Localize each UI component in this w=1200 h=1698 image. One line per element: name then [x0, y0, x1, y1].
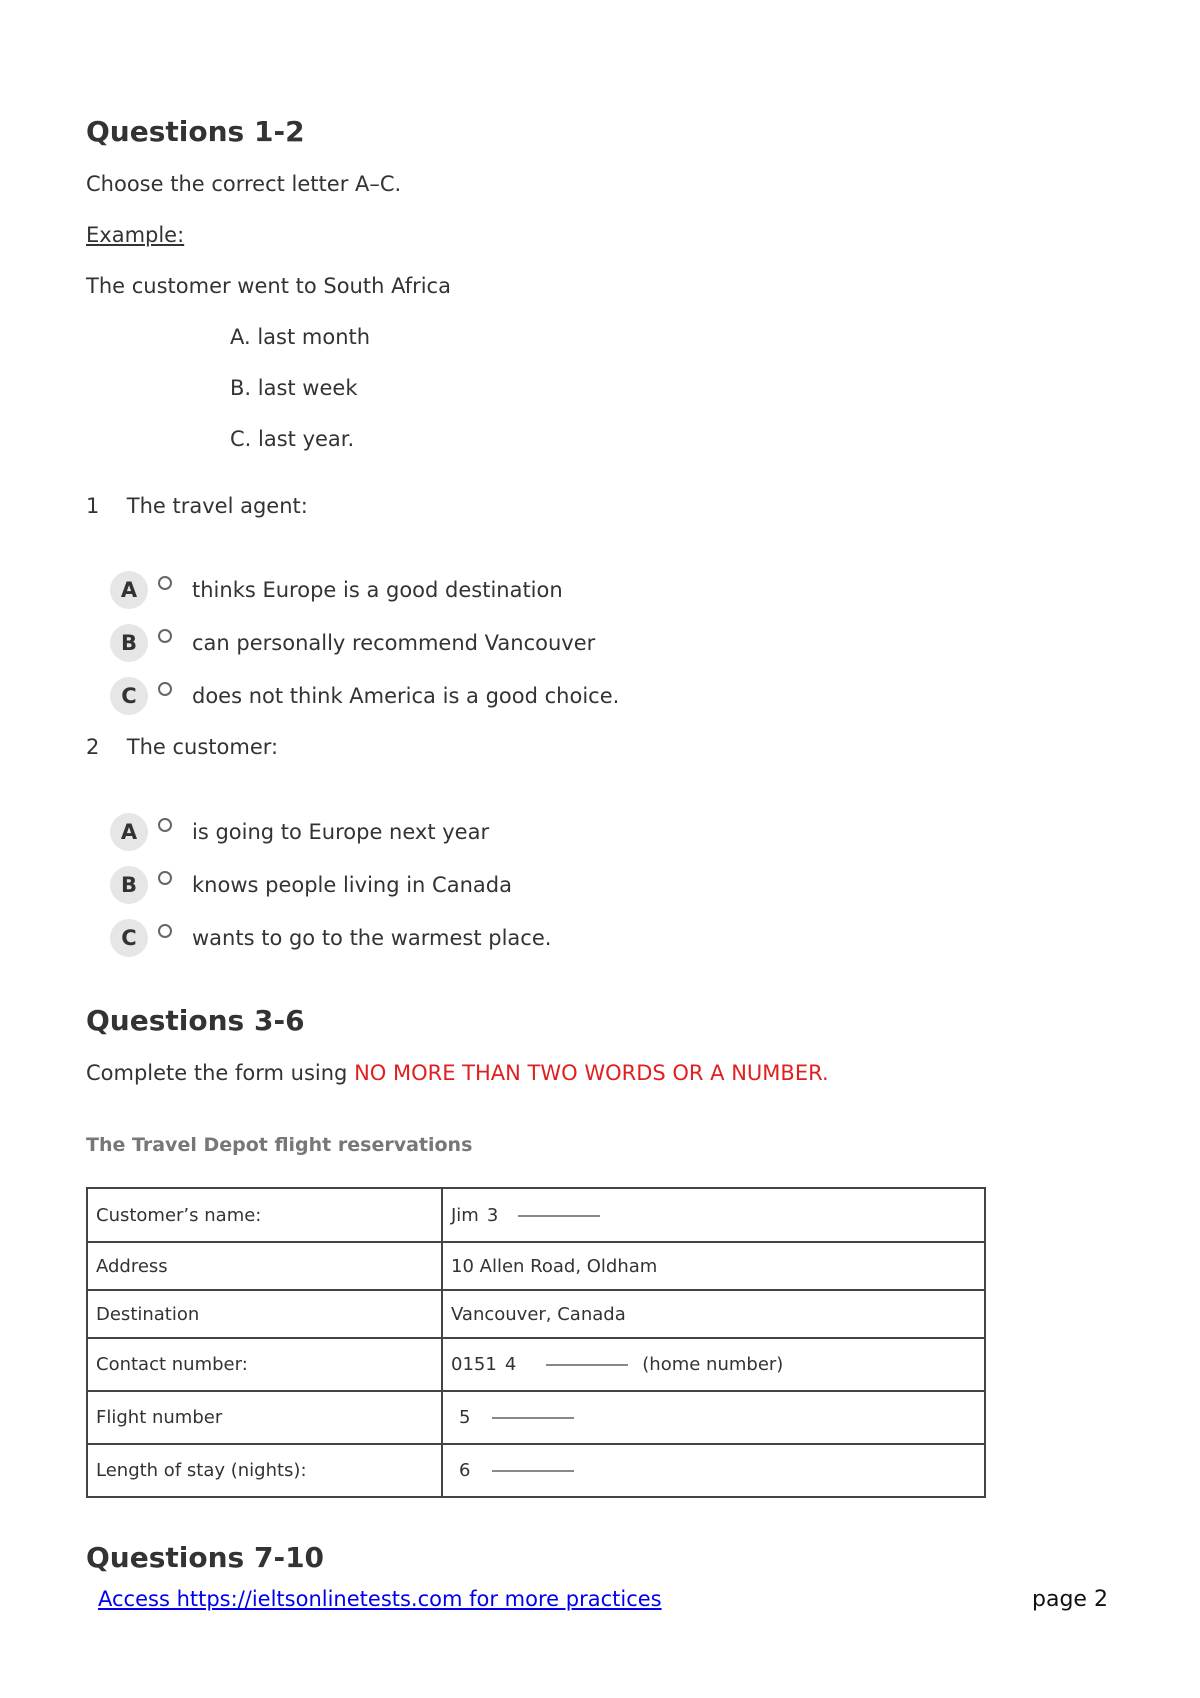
table-row: [87, 1444, 985, 1497]
question-stem-text: The travel agent:: [126, 494, 308, 518]
option-text: thinks Europe is a good destination: [192, 578, 563, 602]
footer-practice-link[interactable]: Access https://ieltsonlinetests.com for more practices: [98, 1587, 662, 1611]
form-value-cell: [442, 1338, 985, 1391]
table-row: [87, 1338, 985, 1391]
section-heading-1-2: Questions 1-2: [86, 115, 305, 148]
form-value-cell: [442, 1391, 985, 1444]
question-number: 6: [459, 1460, 471, 1481]
option-text: is going to Europe next year: [192, 820, 490, 844]
form-label: Contact number:: [87, 1338, 442, 1391]
table-row: [87, 1391, 985, 1444]
radio-button[interactable]: [158, 871, 172, 885]
question-2-option-b[interactable]: [110, 865, 512, 905]
option-text: wants to go to the warmest place.: [192, 926, 552, 950]
form-label: Length of stay (nights):: [87, 1444, 442, 1497]
option-letter-badge: A: [110, 813, 148, 851]
form-value: Vancouver, Canada: [442, 1290, 985, 1338]
question-2-option-a[interactable]: [110, 812, 489, 852]
form-value-cell: [442, 1188, 985, 1242]
form-title: The Travel Depot flight reservations: [86, 1134, 473, 1156]
section-heading-7-10: Questions 7-10: [86, 1541, 325, 1574]
form-label: Address: [87, 1242, 442, 1290]
form-value: 10 Allen Road, Oldham: [442, 1242, 985, 1290]
example-option-a: A. last month: [230, 325, 371, 349]
answer-blank-5[interactable]: [492, 1417, 574, 1419]
option-letter-badge: C: [110, 919, 148, 957]
question-1-option-b[interactable]: [110, 623, 595, 663]
page-number: page 2: [1032, 1587, 1108, 1612]
example-option-c: C. last year.: [230, 427, 355, 451]
table-row: [87, 1242, 985, 1290]
instruction-text: Choose the correct letter A–C.: [86, 172, 402, 196]
radio-button[interactable]: [158, 818, 172, 832]
option-letter-badge: A: [110, 571, 148, 609]
question-number: 5: [459, 1407, 471, 1428]
radio-button[interactable]: [158, 576, 172, 590]
option-text: knows people living in Canada: [192, 873, 512, 897]
question-2-stem: [86, 735, 278, 759]
radio-button[interactable]: [158, 682, 172, 696]
section-heading-3-6: Questions 3-6: [86, 1004, 305, 1037]
question-number: 1: [86, 494, 100, 518]
option-letter-badge: B: [110, 866, 148, 904]
form-label: Flight number: [87, 1391, 442, 1444]
answer-blank-4[interactable]: [546, 1364, 628, 1366]
example-option-b: B. last week: [230, 376, 358, 400]
question-1-stem: [86, 494, 308, 518]
value-suffix: (home number): [642, 1354, 784, 1375]
instruction-emphasis: NO MORE THAN TWO WORDS OR A NUMBER.: [354, 1061, 829, 1085]
question-stem-text: The customer:: [126, 735, 279, 759]
radio-button[interactable]: [158, 629, 172, 643]
example-label: Example:: [86, 223, 185, 247]
instruction-prefix: Complete the form using: [86, 1061, 355, 1085]
example-question: The customer went to South Africa: [86, 274, 451, 298]
value-prefix: 0151: [451, 1354, 497, 1375]
reservation-form-table: [86, 1187, 986, 1498]
question-1-option-a[interactable]: [110, 570, 563, 610]
question-number: 4: [504, 1354, 517, 1375]
option-text: does not think America is a good choice.: [192, 684, 620, 708]
answer-blank-6[interactable]: [492, 1470, 574, 1472]
question-2-option-c[interactable]: [110, 918, 551, 958]
table-row: [87, 1290, 985, 1338]
form-label: Destination: [87, 1290, 442, 1338]
question-number: 3: [486, 1204, 499, 1226]
option-letter-badge: B: [110, 624, 148, 662]
form-label: Customer’s name:: [87, 1188, 442, 1242]
table-row: [87, 1188, 985, 1242]
question-1-option-c[interactable]: [110, 676, 619, 716]
form-instruction: [86, 1061, 829, 1085]
answer-blank-3[interactable]: [518, 1215, 600, 1217]
option-letter-badge: C: [110, 677, 148, 715]
option-text: can personally recommend Vancouver: [192, 631, 596, 655]
value-prefix: Jim: [451, 1204, 479, 1226]
form-value-cell: [442, 1444, 985, 1497]
question-number: 2: [86, 735, 100, 759]
radio-button[interactable]: [158, 924, 172, 938]
